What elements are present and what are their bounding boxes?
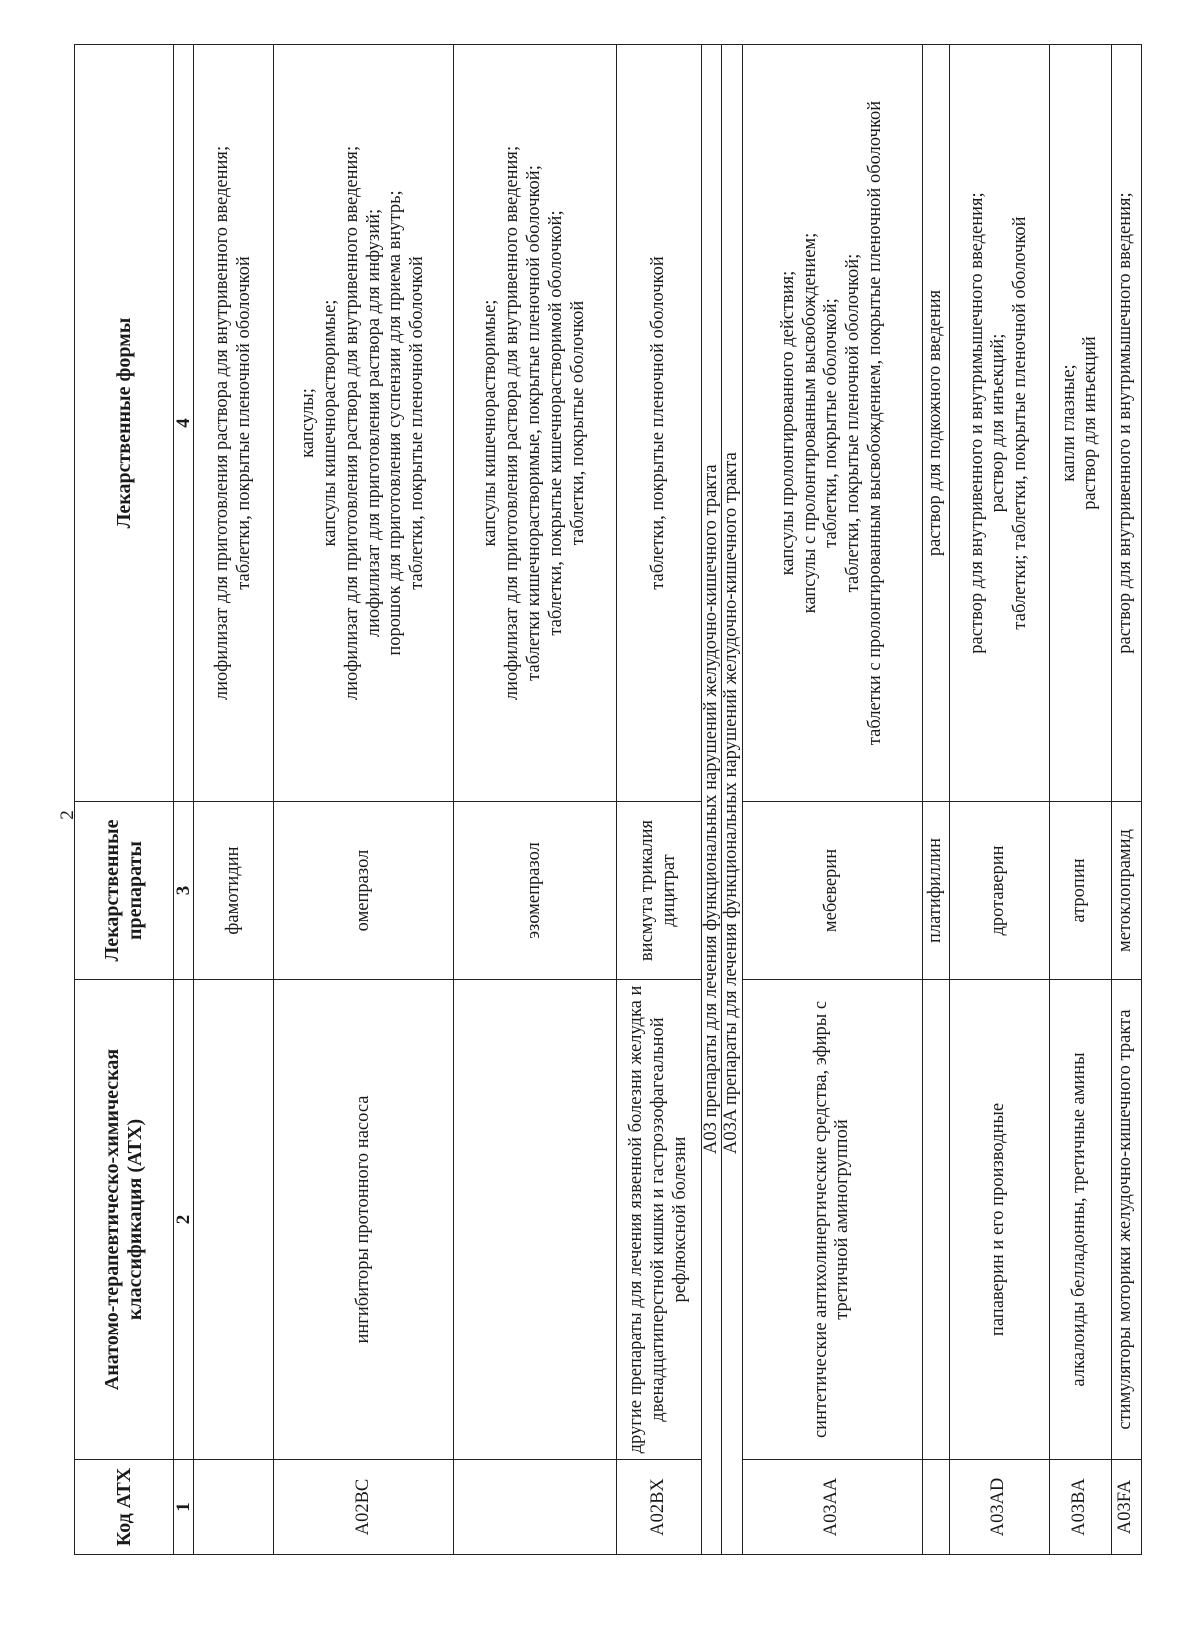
dosage-form-item: раствор для инъекций — [1080, 336, 1101, 510]
atc-code-cell: A03AA — [742, 1460, 922, 1555]
classification-cell: алкалоиды белладонны, третичные амины — [1049, 980, 1111, 1460]
dosage-forms-cell — [617, 45, 702, 802]
column-number: 4 — [174, 45, 194, 802]
dosage-form-item: раствор для подкожного введения — [924, 289, 945, 557]
column-number: 1 — [174, 1460, 194, 1555]
dosage-forms-cell — [454, 45, 617, 802]
atc-code-cell — [194, 1460, 274, 1555]
table-row — [922, 45, 949, 1555]
table-row — [454, 45, 617, 1555]
atc-code-cell: A02BX — [617, 1460, 702, 1555]
dosage-form-item: лиофилизат для приготовления раствора для внутривенного введения; — [341, 145, 362, 701]
atc-code-cell — [454, 1460, 617, 1555]
dosage-form-item: порошок для приготовления суспензии для приема внутрь; — [385, 190, 406, 656]
header-classification: Анатомо-терапевтическо-химическая классификация (АТХ) — [75, 980, 174, 1460]
column-number: 3 — [174, 802, 194, 980]
dosage-form-item: капсулы пролонгированного действия; — [777, 270, 798, 576]
atc-code-cell: A03FA — [1111, 1460, 1141, 1555]
group-heading: A03 препараты для лечения функциональных нарушений желудочно-кишечного тракта — [702, 45, 722, 1555]
dosage-form-item: таблетки, покрытые пленочной оболочкой — [407, 256, 428, 590]
dosage-form-item: таблетки с пролонгированным высвобождением, покрытые пленочной оболочкой — [865, 100, 886, 746]
dosage-forms-cell — [194, 45, 274, 802]
drug-name-cell: атропин — [1049, 802, 1111, 980]
dosage-form-item: таблетки, покрытые пленочной оболочкой — [233, 256, 254, 590]
table-row — [949, 45, 1049, 1555]
dosage-form-item: раствор для инъекций; — [988, 333, 1009, 513]
drug-name-cell: фамотидин — [194, 802, 274, 980]
atc-code-cell — [922, 1460, 949, 1555]
table-row — [742, 45, 922, 1555]
drug-classification-table — [74, 44, 1142, 1555]
group-heading: A03A препараты для лечения функциональных нарушений желудочно-кишечного тракта — [722, 45, 742, 1555]
header-dosage-forms: Лекарственные формы — [75, 45, 174, 802]
dosage-forms-cell — [274, 45, 454, 802]
dosage-form-item: капсулы; — [298, 388, 319, 458]
group-heading-row — [722, 45, 742, 1555]
dosage-form-item: таблетки; таблетки, покрытые пленочной оболочкой — [1010, 216, 1031, 630]
dosage-form-item: лиофилизат для приготовления раствора для инфузий; — [363, 208, 384, 638]
column-number: 2 — [174, 980, 194, 1460]
dosage-form-item: таблетки кишечнорастворимые, покрытые пленочной оболочкой; — [524, 165, 545, 681]
drug-name-cell: платифиллин — [922, 802, 949, 980]
table-row — [1111, 45, 1141, 1555]
classification-cell — [454, 980, 617, 1460]
dosage-forms-cell — [922, 45, 949, 802]
dosage-form-item: таблетки, покрытые пленочной оболочкой; — [843, 253, 864, 593]
drug-name-cell: висмута трикалия дицитрат — [617, 802, 702, 980]
classification-cell: ингибиторы протонного насоса — [274, 980, 454, 1460]
table-header-row — [75, 45, 174, 1555]
drug-name-cell: эзомепразол — [454, 802, 617, 980]
classification-cell — [922, 980, 949, 1460]
header-drugs: Лекарственные препараты — [75, 802, 174, 980]
dosage-form-item: таблетки, покрытые пленочной оболочкой — [648, 256, 669, 590]
drug-name-cell: метоклопрамид — [1111, 802, 1141, 980]
table-row — [274, 45, 454, 1555]
dosage-form-item: лиофилизат для приготовления раствора для внутривенного введения; — [211, 145, 232, 701]
dosage-form-item: капсулы кишечнорастворимые; — [480, 299, 501, 547]
drug-name-cell: мебеверин — [742, 802, 922, 980]
dosage-form-item: таблетки, покрытые кишечнорастворимой оболочкой; — [545, 210, 566, 636]
classification-cell — [194, 980, 274, 1460]
dosage-form-item: таблетки, покрытые оболочкой; — [821, 298, 842, 548]
drug-name-cell: омепразол — [274, 802, 454, 980]
column-number-row — [174, 45, 194, 1555]
dosage-form-item: раствор для внутривенного и внутримышечного введения; — [1115, 192, 1136, 654]
classification-cell: синтетические антихолинергические средства, эфиры с третичной аминогруппой — [742, 980, 922, 1460]
dosage-form-item: капли глазные; — [1058, 364, 1079, 482]
dosage-forms-cell — [742, 45, 922, 802]
dosage-form-item: раствор для внутривенного и внутримышечного введения; — [966, 192, 987, 654]
table-body — [194, 45, 1142, 1555]
header-atc-code: Код АТХ — [75, 1460, 174, 1555]
dosage-form-item: капсулы кишечнорастворимые; — [319, 299, 340, 547]
classification-cell: стимуляторы моторики желудочно-кишечного тракта — [1111, 980, 1141, 1460]
dosage-forms-cell — [949, 45, 1049, 802]
atc-code-cell: A02BC — [274, 1460, 454, 1555]
table-row — [1049, 45, 1111, 1555]
page-number: 2 — [57, 810, 78, 820]
dosage-forms-cell — [1111, 45, 1141, 802]
table-row — [194, 45, 274, 1555]
table-row — [617, 45, 702, 1555]
dosage-form-item: таблетки, покрытые оболочкой — [567, 300, 588, 546]
group-heading-row — [702, 45, 722, 1555]
classification-cell: другие препараты для лечения язвенной болезни желудка и двенадцатиперстной кишки и гастроэзофагеальной рефлюксной болезни — [617, 980, 702, 1460]
dosage-form-item: капсулы с пролонгированным высвобождением; — [799, 232, 820, 614]
dosage-form-item: лиофилизат для приготовления раствора для внутривенного введения; — [502, 145, 523, 701]
classification-cell: папаверин и его производные — [949, 980, 1049, 1460]
drug-name-cell: дротаверин — [949, 802, 1049, 980]
atc-code-cell: A03BA — [1049, 1460, 1111, 1555]
dosage-forms-cell — [1049, 45, 1111, 802]
atc-code-cell: A03AD — [949, 1460, 1049, 1555]
